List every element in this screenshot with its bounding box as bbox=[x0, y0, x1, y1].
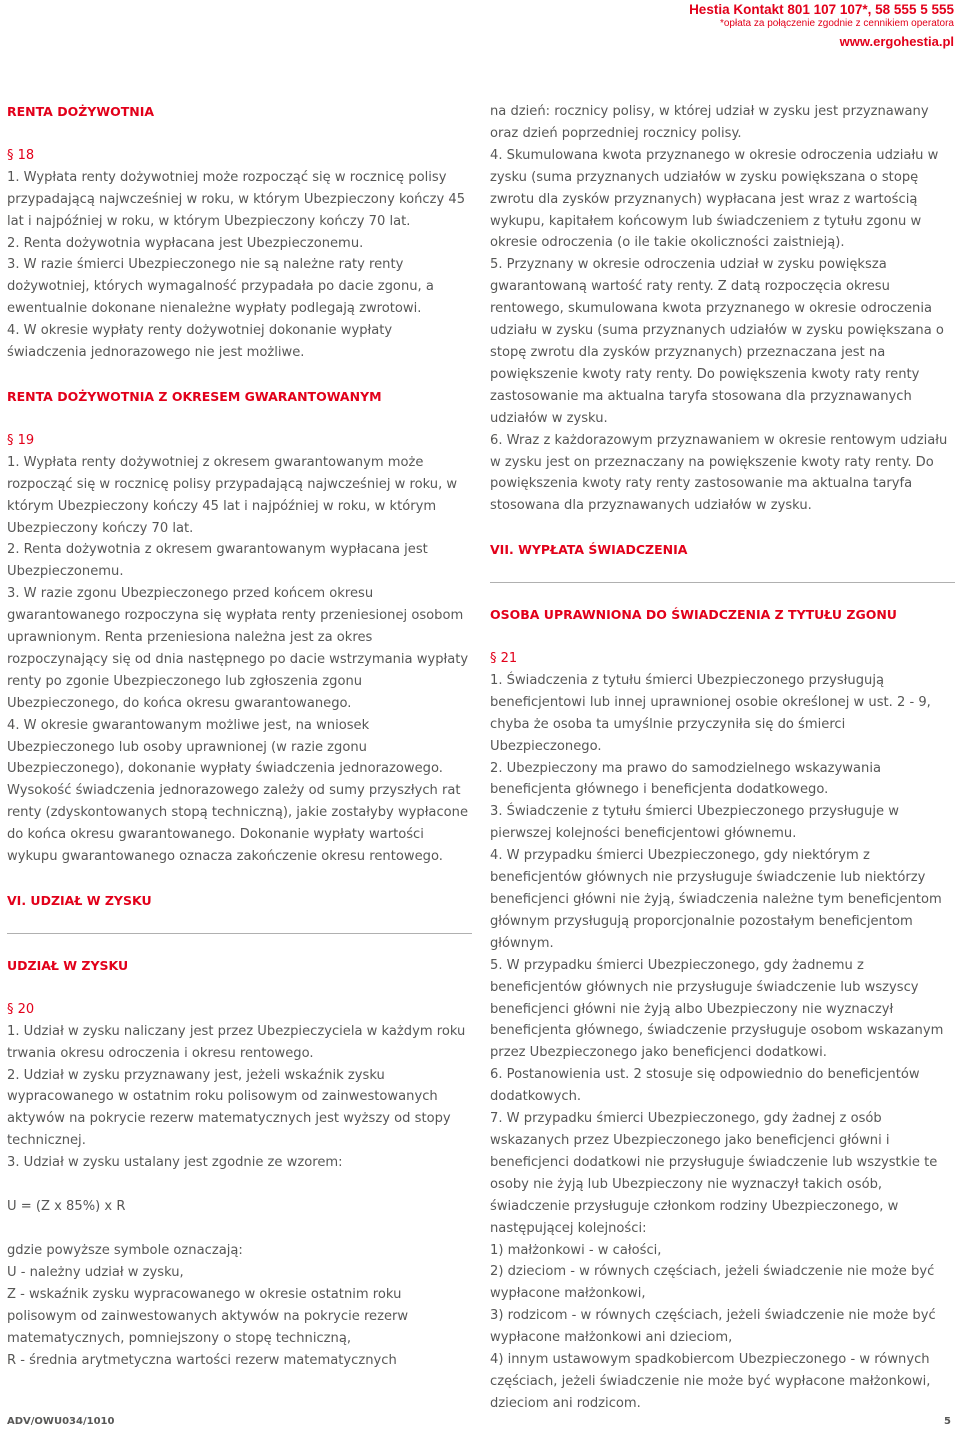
clause: 2. Renta dożywotnia wypłacana jest Ubezpieczonemu. bbox=[7, 235, 364, 251]
symbol-definition: R - średnia arytmetyczna wartości rezerw matematycznych bbox=[7, 1352, 397, 1368]
section-heading: UDZIAŁ W ZYSKU bbox=[7, 957, 129, 973]
hotline-note: *opłata za połączenie zgodnie z cennikiem operatora bbox=[719, 18, 954, 30]
page-header bbox=[689, 2, 954, 50]
clause: 4. W okresie wypłaty renty dożywotniej dokonanie wypłaty świadczenia jednorazowego nie jest możliwe. bbox=[7, 323, 393, 361]
clause: 1. Wypłata renty dożywotniej może rozpocząć się w rocznicę polisy przypadającą najwcześniej w roku, w którym Ubezpieczony kończy 45 lat i najpóźniej w roku, w którym Ubezpieczony kończy 70 lat. bbox=[7, 169, 466, 229]
list-item: 1) małżonkowi - w całości, bbox=[490, 1242, 662, 1258]
paragraph-number: § 20 bbox=[7, 1001, 35, 1017]
clause: 1. Świadczenia z tytułu śmierci Ubezpieczonego przysługują beneficjentowi lub innej uprawnionej osobie określonej w ust. 2 - 9, chyba że osoba ta umyślnie przyczyniła się do śmierci Ubezpieczonego. bbox=[490, 672, 931, 754]
clause: 5. Przyznany w okresie odroczenia udział w zysku powiększa gwarantowaną wartość raty renty. Z datą rozpoczęcia okresu rentowego, skumulowana kwota przyznanego w okresie odroczenia udziału w zysku (suma przyznanych udziałów w zysku powiększana o stopę zwrotu dla zysków przyznanych) przeznaczana jest na powiększenie kwoty raty renty. Do powiększenia kwoty raty renty zastosowanie ma aktualna taryfa stosowana dla przyznawanych udziałów w zysku. bbox=[490, 257, 944, 426]
symbol-definition: U - należny udział w zysku, bbox=[7, 1264, 184, 1280]
clause-continuation: na dzień: rocznicy polisy, w której udział w zysku jest przyznawany oraz dzień poprzedniej rocznicy polisy. bbox=[490, 104, 929, 141]
list-item: 3) rodzicom - w równych częściach, jeżeli świadczenie nie może być wypłacone małżonkowi ani dzieciom, bbox=[490, 1308, 936, 1346]
clause: 1. Udział w zysku naliczany jest przez Ubezpieczyciela w każdym roku trwania okresu odroczenia i okresu rentowego. bbox=[7, 1023, 466, 1061]
clause: 2. Ubezpieczony ma prawo do samodzielnego wskazywania beneficjenta głównego i beneficjenta dodatkowego. bbox=[490, 760, 881, 798]
paragraph-number: § 18 bbox=[7, 147, 35, 163]
formula: U = (Z x 85%) x R bbox=[7, 1199, 126, 1215]
chapter-divider bbox=[7, 912, 472, 934]
symbol-definition: Z - wskaźnik zysku wypracowanego w okresie ostatnim roku polisowym od zainwestowanych aktywów na pokrycie rezerw matematycznych, pomniejszony o stopę techniczną, bbox=[7, 1286, 409, 1346]
clause: 4. W okresie gwarantowanym możliwe jest, na wniosek Ubezpieczonego lub osoby uprawnionej (w razie zgonu Ubezpieczonego), dokonanie wypłaty świadczenia jednorazowego. Wysokość świadczenia jednorazowego zależy od sumy przyszłych rat renty (zdyskontowanych stopą techniczną), jakie zostałyby wypłacone do końca okresu gwarantowanego. Dokonanie wypłaty wartości wykupu gwarantowanego oznacza zakończenie okresu rentowego. bbox=[7, 717, 469, 865]
right-column bbox=[490, 101, 955, 1415]
clause: 4. W przypadku śmierci Ubezpieczonego, gdy niektórym z beneficjentów głównych nie przysługuje świadczenie lub niektórzy beneficjenci główni nie żyją, świadczenia należne tym beneficjentom głównym przysługują proporcjonalnie pozostałym beneficjentom głównym. bbox=[490, 848, 942, 951]
paragraph-number: § 21 bbox=[490, 651, 518, 667]
clause: 3. W razie śmierci Ubezpieczonego nie są należne raty renty dożywotniej, których wymagalność przypadała po dacie zgonu, a ewentualnie dokonane nienależne wypłaty podlegają zwrotowi. bbox=[7, 257, 434, 317]
clause: 4. Skumulowana kwota przyznanego w okresie odroczenia udziału w zysku (suma przyznanych udziałów w zysku powiększana o stopę zwrotu dla zysków przyznanych) wypłacana jest wraz z wartością wykupu, kapitałem końcowym lub świadczeniem z tytułu zgonu w okresie odroczenia (o ile takie okoliczności zaistnieją). bbox=[490, 147, 939, 251]
clause: 7. W przypadku śmierci Ubezpieczonego, gdy żadnej z osób wskazanych przez Ubezpieczonego jako beneficjenci główni i beneficjenci dodatkowi nie przysługuje świadczenie lub wszystkie te osoby nie żyją lub Ubezpieczony nie wyznaczył takich osób, świadczenie przysługuje członkom rodziny Ubezpieczonego, w następującej kolejności: bbox=[490, 1111, 938, 1236]
left-column bbox=[7, 101, 472, 1371]
clause: 2. Udział w zysku przyznawany jest, jeżeli wskaźnik zysku wypracowanego w ostatnim roku polisowym od zainwestowanych aktywów na pokrycie rezerw matematycznych jest wyższy od stopy technicznej. bbox=[7, 1067, 451, 1149]
document-code: ADV/OWU034/1010 bbox=[7, 1416, 115, 1427]
clause: 6. Wraz z każdorazowym przyznawaniem w okresie rentowym udziału w zysku jest on przeznaczany na powiększenie kwoty raty renty. Do powiększenia kwoty raty renty zastosowanie ma aktualna taryfa stosowana dla przyznawanych udziałów w zysku. bbox=[490, 432, 948, 514]
chapter-divider bbox=[490, 561, 955, 583]
clause: 3. Świadczenie z tytułu śmierci Ubezpieczonego przysługuje w pierwszej kolejności beneficjentowi głównemu. bbox=[490, 804, 899, 842]
section-heading: OSOBA UPRAWNIONA DO ŚWIADCZENIA Z TYTUŁU ZGONU bbox=[490, 607, 897, 623]
chapter-heading: VI. UDZIAŁ W ZYSKU bbox=[7, 893, 152, 908]
hotline-text: Hestia Kontakt 801 107 107*, 58 555 5 555 bbox=[689, 2, 954, 17]
clause: 1. Wypłata renty dożywotniej z okresem gwarantowanym może rozpocząć się w rocznicę polisy przypadającą najwcześniej w roku, w którym Ubezpieczony kończy 45 lat i najpóźniej w roku, w którym Ubezpieczony kończy 70 lat. bbox=[7, 454, 458, 536]
page-number: 5 bbox=[944, 1416, 951, 1427]
section-heading: RENTA DOŻYWOTNIA Z OKRESEM GWARANTOWANYM bbox=[7, 388, 382, 404]
chapter-heading: VII. WYPŁATA ŚWIADCZENIA bbox=[490, 542, 688, 558]
clause: 2. Renta dożywotnia z okresem gwarantowanym wypłacana jest Ubezpieczonemu. bbox=[7, 542, 428, 580]
clause: 5. W przypadku śmierci Ubezpieczonego, gdy żadnemu z beneficjentów głównych nie przysługuje świadczenie lub wszyscy beneficjenci główni nie żyją albo Ubezpieczony nie wyznaczył beneficjenta głównego, świadczenie przysługuje osobom wskazanym przez Ubezpieczonego jako beneficjenci dodatkowi. bbox=[490, 957, 944, 1061]
paragraph-number: § 19 bbox=[7, 432, 35, 448]
symbols-intro: gdzie powyższe symbole oznaczają: bbox=[7, 1242, 243, 1258]
clause: 6. Postanowienia ust. 2 stosuje się odpowiednio do beneficjentów dodatkowych. bbox=[490, 1067, 920, 1105]
section-heading: RENTA DOŻYWOTNIA bbox=[7, 104, 155, 119]
clause: 3. W razie zgonu Ubezpieczonego przed końcem okresu gwarantowanego rozpoczyna się wypłata renty przeniesionej osobom uprawnionym. Renta przeniesiona należna jest za okres rozpoczynający się od dnia następnego po dacie wstrzymania wypłaty renty po zgonie Ubezpieczonego lub zgłoszenia zgonu Ubezpieczonego, do końca okresu gwarantowanego. bbox=[7, 586, 469, 711]
list-item: 4) innym ustawowym spadkobiercom Ubezpieczonego - w równych częściach, jeżeli świadczenie nie może być wypłacone małżonkowi, dzieciom ani rodzicom. bbox=[490, 1352, 931, 1411]
clause: 3. Udział w zysku ustalany jest zgodnie ze wzorem: bbox=[7, 1155, 343, 1171]
list-item: 2) dzieciom - w równych częściach, jeżeli świadczenie nie może być wypłacone małżonkowi, bbox=[490, 1264, 935, 1302]
website-link[interactable]: www.ergohestia.pl bbox=[839, 34, 954, 50]
